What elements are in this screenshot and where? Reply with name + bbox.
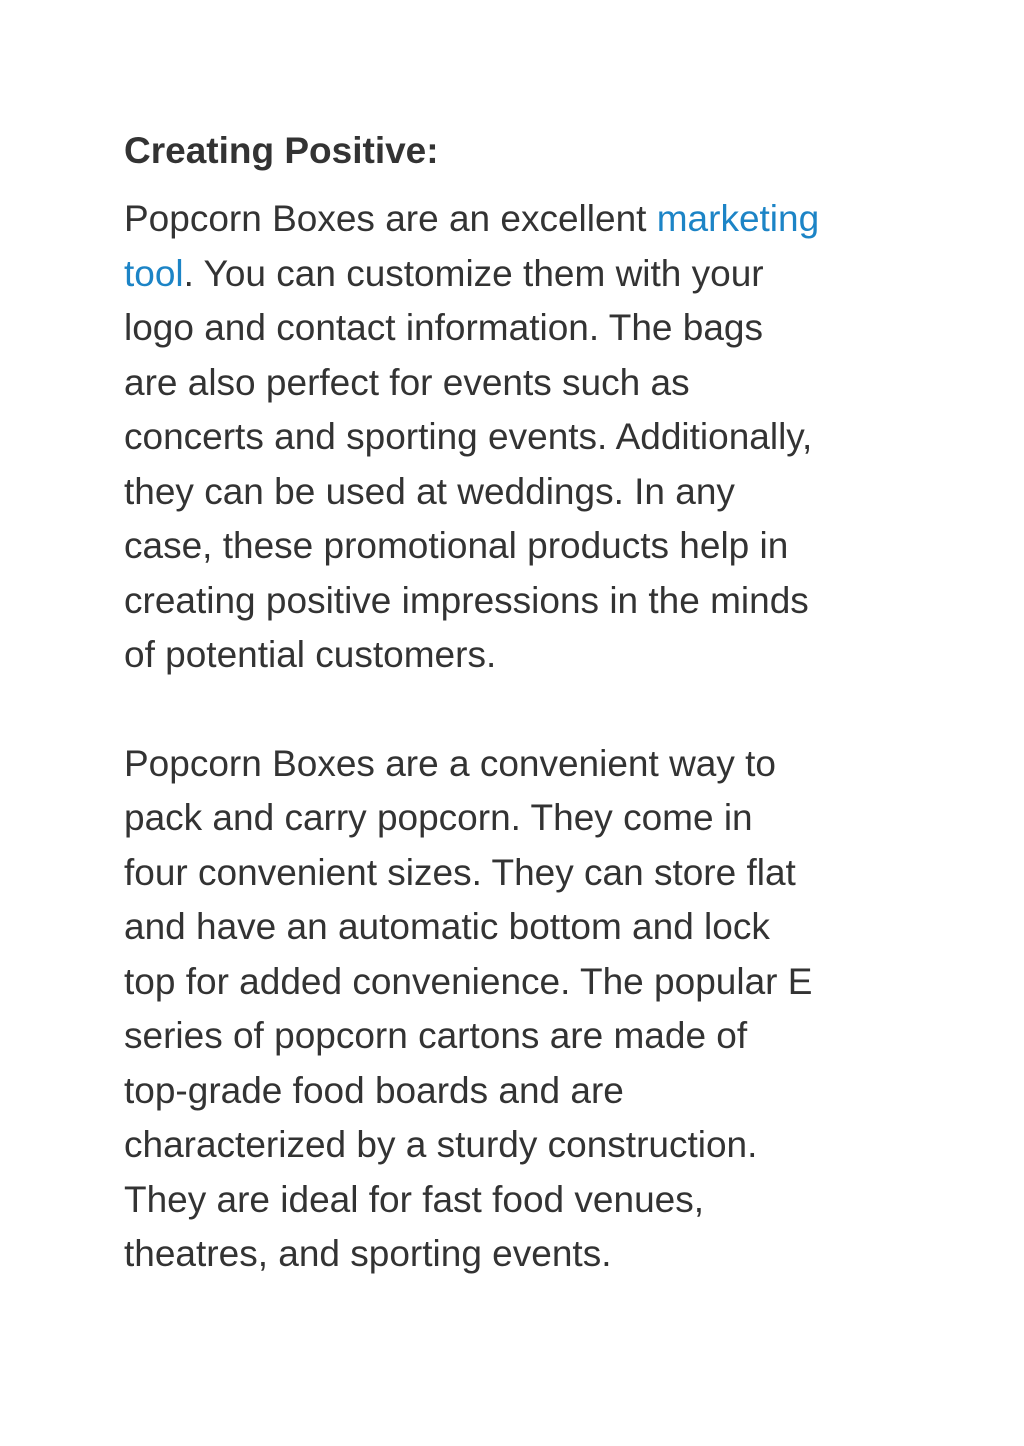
paragraph-2-line: Popcorn Boxes are a convenient way to xyxy=(124,742,776,784)
paragraph-2-line: four convenient sizes. They can store flat xyxy=(124,851,796,893)
section-heading: Creating Positive: xyxy=(124,130,439,171)
paragraph-1-text: Popcorn Boxes are an excellent xyxy=(124,198,657,239)
paragraph-spacer xyxy=(124,683,914,737)
paragraph-2-line: and have an automatic bottom and lock xyxy=(124,906,770,947)
paragraph-1-line: logo and contact information. The bags xyxy=(124,307,764,348)
paragraph-1-line: of potential customers. xyxy=(124,634,497,675)
paragraph-1-line: creating positive impressions in the minds xyxy=(124,579,809,621)
paragraph-2-line: series of popcorn cartons are made of xyxy=(124,1015,748,1056)
paragraph-1-text: . You can customize them with your xyxy=(183,252,764,294)
paragraph-1-line: concerts and sporting events. Additionally, xyxy=(124,416,813,457)
paragraph-1-line xyxy=(124,192,914,247)
paragraph-2-line: theatres, and sporting events. xyxy=(124,1233,612,1274)
document-page xyxy=(124,124,914,1282)
marketing-tool-link-continued[interactable]: tool xyxy=(124,252,184,294)
paragraph-2-line: pack and carry popcorn. They come in xyxy=(124,797,753,838)
marketing-tool-link[interactable]: marketing xyxy=(656,198,820,239)
paragraph-2-line: They are ideal for fast food venues, xyxy=(124,1178,705,1220)
paragraph-2 xyxy=(124,737,914,1282)
paragraph-1 xyxy=(124,192,914,683)
paragraph-2-line: top for added convenience. The popular E xyxy=(124,960,813,1002)
paragraph-2-line: characterized by a sturdy construction. xyxy=(124,1124,758,1165)
paragraph-1-line: are also perfect for events such as xyxy=(124,361,690,403)
paragraph-2-line: top-grade food boards and are xyxy=(124,1069,624,1111)
paragraph-1-line xyxy=(124,247,914,302)
paragraph-1-line: they can be used at weddings. In any xyxy=(124,470,735,512)
paragraph-1-line: case, these promotional products help in xyxy=(124,525,789,566)
